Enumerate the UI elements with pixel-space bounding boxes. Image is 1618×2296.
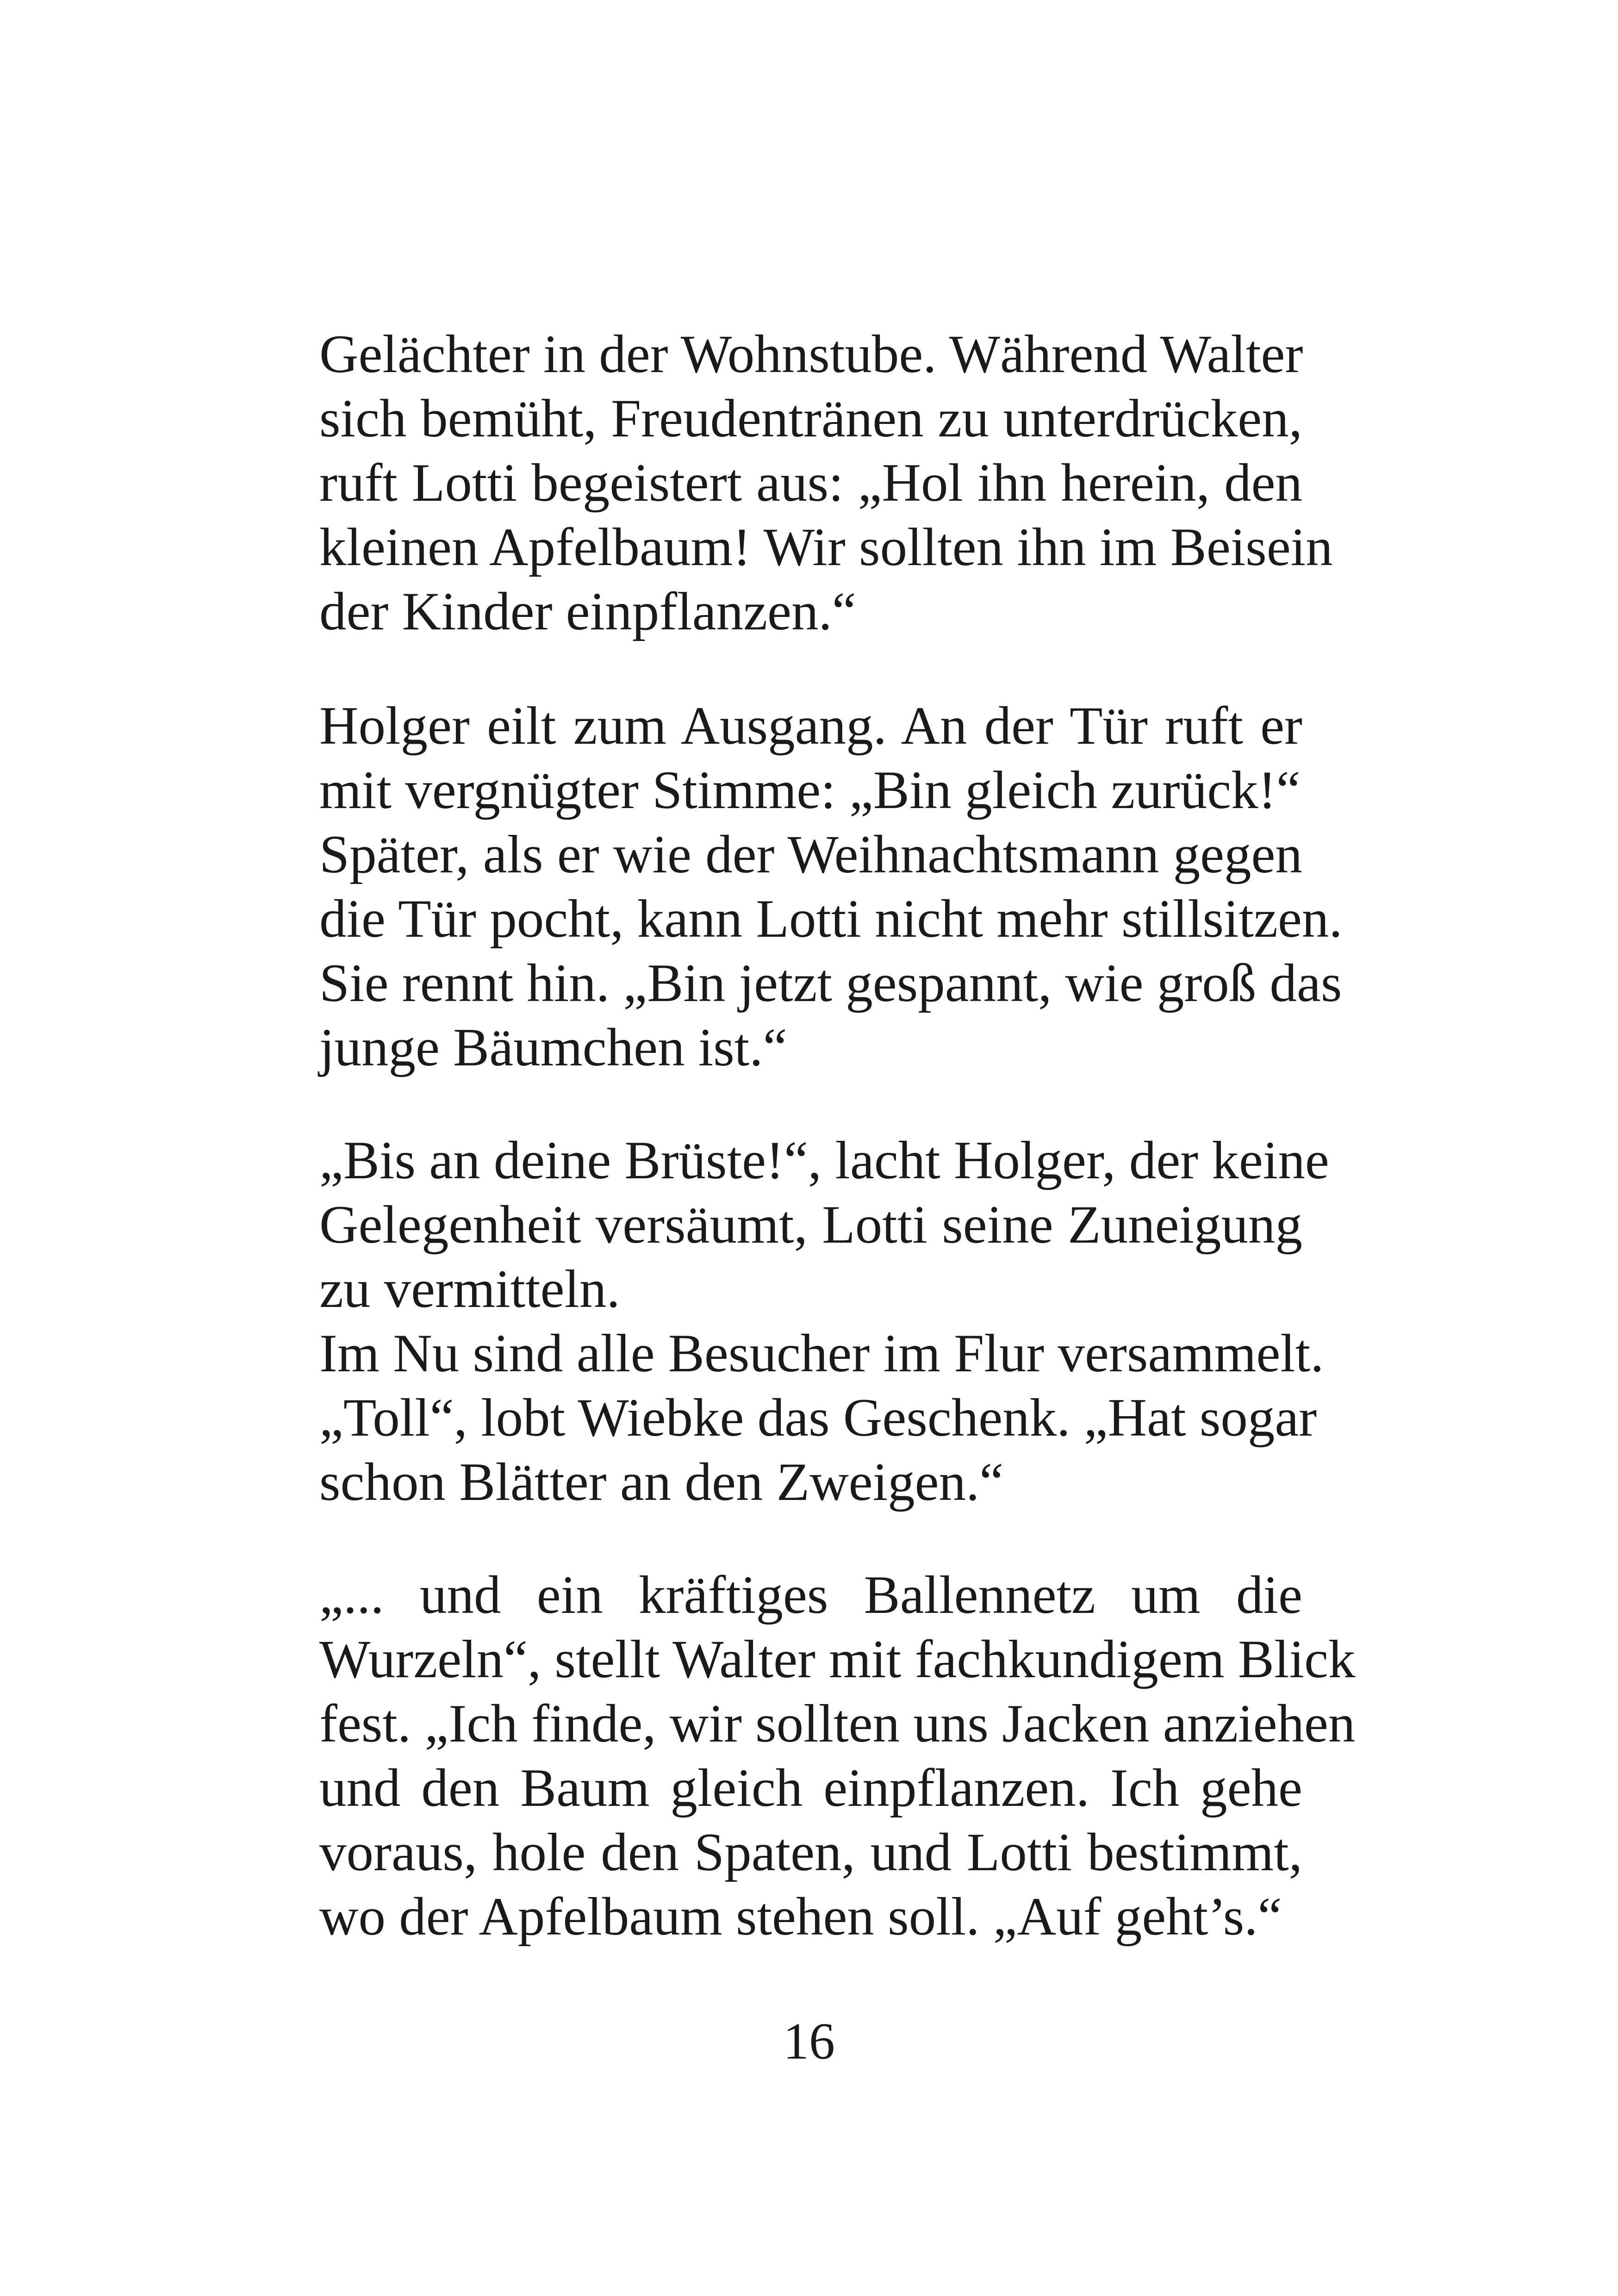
- paragraph-line: und den Baum gleich einpflanzen. Ich gehe: [319, 1758, 1302, 1818]
- paragraph-line: fest. „Ich finde, wir sollten uns Jacken anziehen: [319, 1694, 1356, 1754]
- paragraph-line: Sie rennt hin. „Bin jetzt gespannt, wie groß das: [319, 953, 1342, 1013]
- paragraph-line: schon Blätter an den Zweigen.“: [319, 1452, 1004, 1512]
- paragraph-line: „... und ein kräftiges Ballennetz um die: [319, 1565, 1302, 1625]
- paragraph-line: wo der Apfelbaum stehen soll. „Auf geht’s.“: [319, 1887, 1282, 1947]
- paragraph-line: kleinen Apfelbaum! Wir sollten ihn im Beisein: [319, 517, 1333, 577]
- paragraph-line: voraus, hole den Spaten, und Lotti bestimmt,: [319, 1823, 1302, 1882]
- page-number: 16: [783, 2013, 835, 2070]
- paragraph-line: die Tür pocht, kann Lotti nicht mehr stillsitzen.: [319, 889, 1343, 949]
- paragraph-line: zu vermitteln.: [319, 1259, 620, 1319]
- paragraph-line: Holger eilt zum Ausgang. An der Tür ruft er: [319, 696, 1302, 756]
- paragraph-line: sich bemüht, Freudentränen zu unterdrücken,: [319, 389, 1302, 448]
- paragraph-line: Später, als er wie der Weihnachtsmann gegen: [319, 825, 1302, 884]
- paragraph-line: „Toll“, lobt Wiebke das Geschenk. „Hat sogar: [319, 1388, 1317, 1448]
- paragraph-line: junge Bäumchen ist.“: [319, 1018, 787, 1077]
- paragraph-line: Gelegenheit versäumt, Lotti seine Zuneigung: [319, 1195, 1302, 1255]
- paragraph-2: [319, 694, 1343, 1080]
- paragraph-line: ruft Lotti begeistert aus: „Hol ihn herein, den: [319, 453, 1302, 513]
- paragraph-line: mit vergnügter Stimme: „Bin gleich zurück!“: [319, 760, 1301, 820]
- paragraph-line: Wurzeln“, stellt Walter mit fachkundigem Blick: [319, 1630, 1356, 1689]
- paragraph-4: [319, 1563, 1356, 1949]
- paragraph-3: [319, 1128, 1329, 1514]
- paragraph-line: Gelächter in der Wohnstube. Während Walter: [319, 324, 1303, 384]
- paragraph-line: der Kinder einpflanzen.“: [319, 582, 856, 641]
- paragraph-line: Im Nu sind alle Besucher im Flur versammelt.: [319, 1324, 1324, 1383]
- paragraph-line: „Bis an deine Brüste!“, lacht Holger, der keine: [319, 1131, 1329, 1190]
- paragraph-1: [319, 322, 1333, 644]
